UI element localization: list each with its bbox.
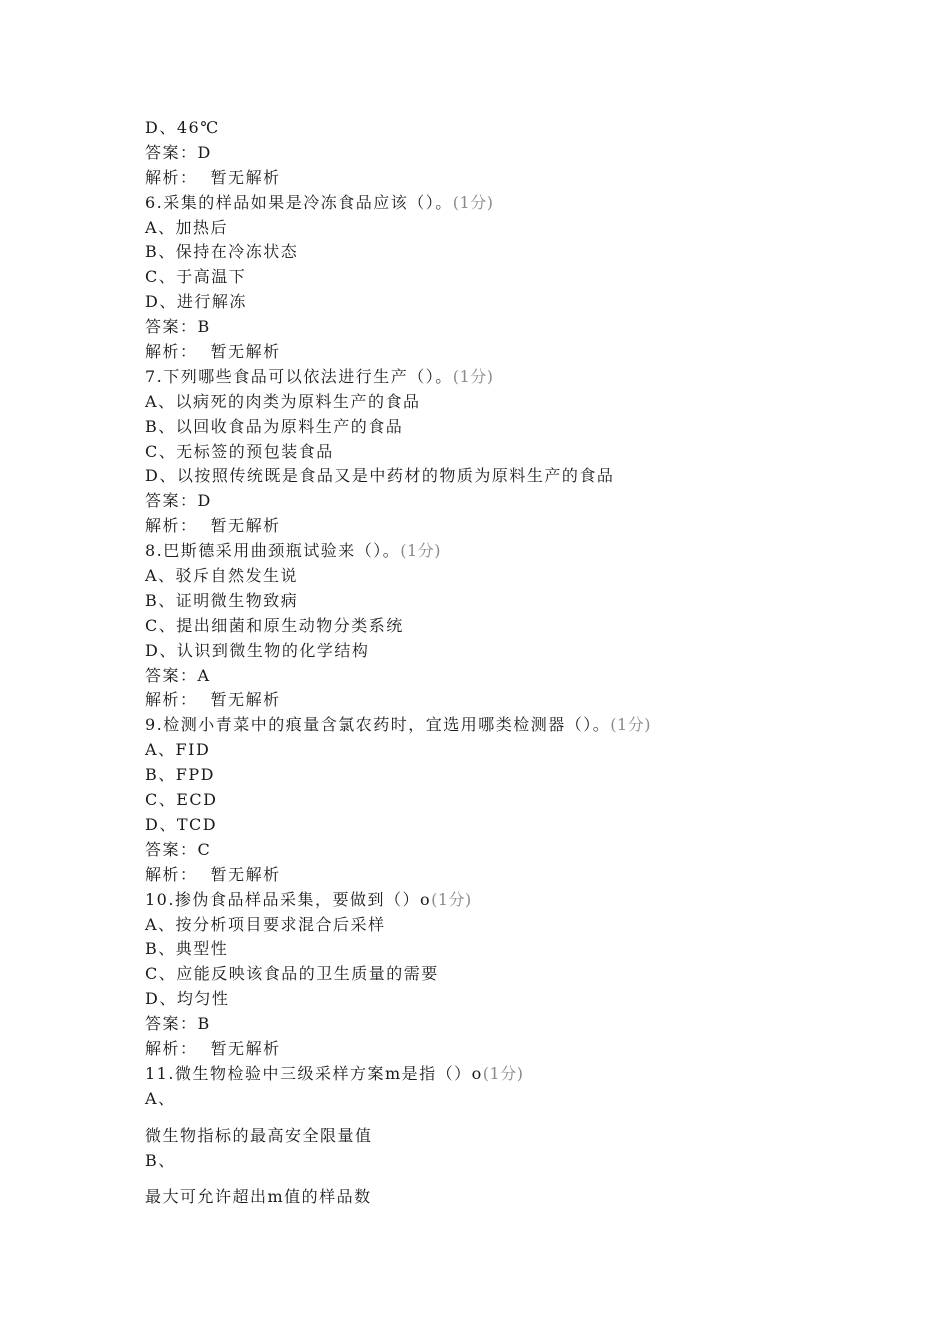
option-text: D、TCD bbox=[145, 814, 218, 834]
option-text: A、加热后 bbox=[145, 217, 229, 237]
option-text: C、于高温下 bbox=[145, 267, 247, 287]
option-text: D、认识到微生物的化学结构 bbox=[145, 640, 370, 660]
option-line bbox=[145, 788, 905, 813]
answer-text: 答案：C bbox=[145, 839, 212, 859]
analysis-line bbox=[145, 863, 905, 888]
option-text: D、均匀性 bbox=[145, 989, 230, 1009]
question-line bbox=[145, 365, 905, 390]
option-line bbox=[145, 738, 905, 763]
question-score: (1分) bbox=[452, 366, 494, 386]
analysis-text: 解析： 暂无解析 bbox=[145, 1038, 281, 1058]
option-line bbox=[145, 265, 905, 290]
option-text: A、按分析项目要求混合后采样 bbox=[145, 914, 386, 934]
option-line bbox=[145, 813, 905, 838]
option-line bbox=[145, 763, 905, 788]
answer-text: 答案：D bbox=[145, 491, 212, 511]
option-line bbox=[145, 390, 905, 415]
question-line bbox=[145, 888, 905, 913]
option-line bbox=[145, 937, 905, 962]
option-text: A、FID bbox=[145, 740, 211, 760]
exam-content bbox=[145, 116, 905, 1210]
option-line bbox=[145, 589, 905, 614]
option-text: B、FPD bbox=[145, 765, 215, 785]
answer-line bbox=[145, 1012, 905, 1037]
question-text: 11.微生物检验中三级采样方案m是指（）o bbox=[145, 1063, 483, 1083]
analysis-line bbox=[145, 1037, 905, 1062]
answer-line bbox=[145, 489, 905, 514]
option-text: D、以按照传统既是食品又是中药材的物质为原料生产的食品 bbox=[145, 466, 615, 486]
option-line bbox=[145, 564, 905, 589]
option-text: D、46℃ bbox=[145, 118, 220, 137]
option-text: C、提出细菌和原生动物分类系统 bbox=[145, 615, 404, 635]
question-line bbox=[145, 539, 905, 564]
option-line bbox=[145, 962, 905, 987]
option-text: A、以病死的肉类为原料生产的食品 bbox=[145, 391, 421, 411]
answer-text: 答案：B bbox=[145, 317, 211, 337]
answer-text: 答案：B bbox=[145, 1014, 211, 1034]
question-text: 8.巴斯德采用曲颈瓶试验来（）。 bbox=[145, 541, 401, 561]
paragraph-gap bbox=[145, 1173, 905, 1185]
option-text: C、无标签的预包装食品 bbox=[145, 441, 334, 461]
option-text: B、保持在冷冻状态 bbox=[145, 242, 299, 262]
answer-line bbox=[145, 838, 905, 863]
question-score: (1分) bbox=[431, 889, 472, 909]
question-score: (1分) bbox=[610, 715, 651, 735]
option-text: A、驳斥自然发生说 bbox=[145, 566, 299, 586]
question-text: 9.检测小青菜中的痕量含氯农药时，宜选用哪类检测器（）。 bbox=[145, 715, 611, 735]
option-line bbox=[145, 440, 905, 465]
option-text: B、典型性 bbox=[145, 939, 229, 959]
question-score: (1分) bbox=[482, 1063, 524, 1083]
question-line bbox=[145, 1062, 905, 1087]
question-text: 7.下列哪些食品可以依法进行生产（）。 bbox=[145, 366, 453, 386]
option-text: C、ECD bbox=[145, 790, 218, 810]
analysis-text: 解析： 暂无解析 bbox=[145, 864, 281, 884]
option-line bbox=[145, 216, 905, 241]
option-line bbox=[145, 116, 905, 141]
analysis-line bbox=[145, 166, 905, 191]
option-text: B、 bbox=[145, 1150, 176, 1170]
option-text: 最大可允许超出m值的样品数 bbox=[145, 1187, 372, 1207]
analysis-text: 解析： 暂无解析 bbox=[145, 167, 281, 187]
option-line bbox=[145, 240, 905, 265]
option-line bbox=[145, 1185, 905, 1210]
option-text: B、证明微生物致病 bbox=[145, 590, 299, 610]
option-text: B、以回收食品为原料生产的食品 bbox=[145, 416, 404, 436]
option-line bbox=[145, 464, 905, 489]
option-text: C、应能反映该食品的卫生质量的需要 bbox=[145, 964, 439, 984]
answer-text: 答案：A bbox=[145, 665, 211, 685]
analysis-line bbox=[145, 688, 905, 713]
answer-line bbox=[145, 664, 905, 689]
question-score: (1分) bbox=[400, 541, 441, 561]
question-line bbox=[145, 713, 905, 738]
option-line bbox=[145, 1087, 905, 1112]
option-line bbox=[145, 1124, 905, 1149]
option-text: 微生物指标的最高安全限量值 bbox=[145, 1125, 373, 1145]
option-line bbox=[145, 639, 905, 664]
option-line bbox=[145, 987, 905, 1012]
answer-line bbox=[145, 141, 905, 166]
answer-line bbox=[145, 315, 905, 340]
option-text: D、进行解冻 bbox=[145, 292, 247, 312]
option-line bbox=[145, 415, 905, 440]
analysis-line bbox=[145, 514, 905, 539]
question-score: (1分) bbox=[452, 192, 494, 212]
option-text: A、 bbox=[145, 1088, 176, 1108]
option-line bbox=[145, 290, 905, 315]
analysis-text: 解析： 暂无解析 bbox=[145, 690, 281, 710]
question-text: 10.掺伪食品样品采集，要做到（）o bbox=[145, 889, 432, 909]
option-line bbox=[145, 1149, 905, 1174]
question-line bbox=[145, 191, 905, 216]
analysis-text: 解析： 暂无解析 bbox=[145, 342, 281, 362]
option-line bbox=[145, 614, 905, 639]
question-text: 6.采集的样品如果是冷冻食品应该（）。 bbox=[145, 192, 453, 212]
analysis-text: 解析： 暂无解析 bbox=[145, 516, 281, 536]
paragraph-gap bbox=[145, 1112, 905, 1124]
answer-text: 答案：D bbox=[145, 142, 212, 162]
analysis-line bbox=[145, 340, 905, 365]
option-line bbox=[145, 913, 905, 938]
